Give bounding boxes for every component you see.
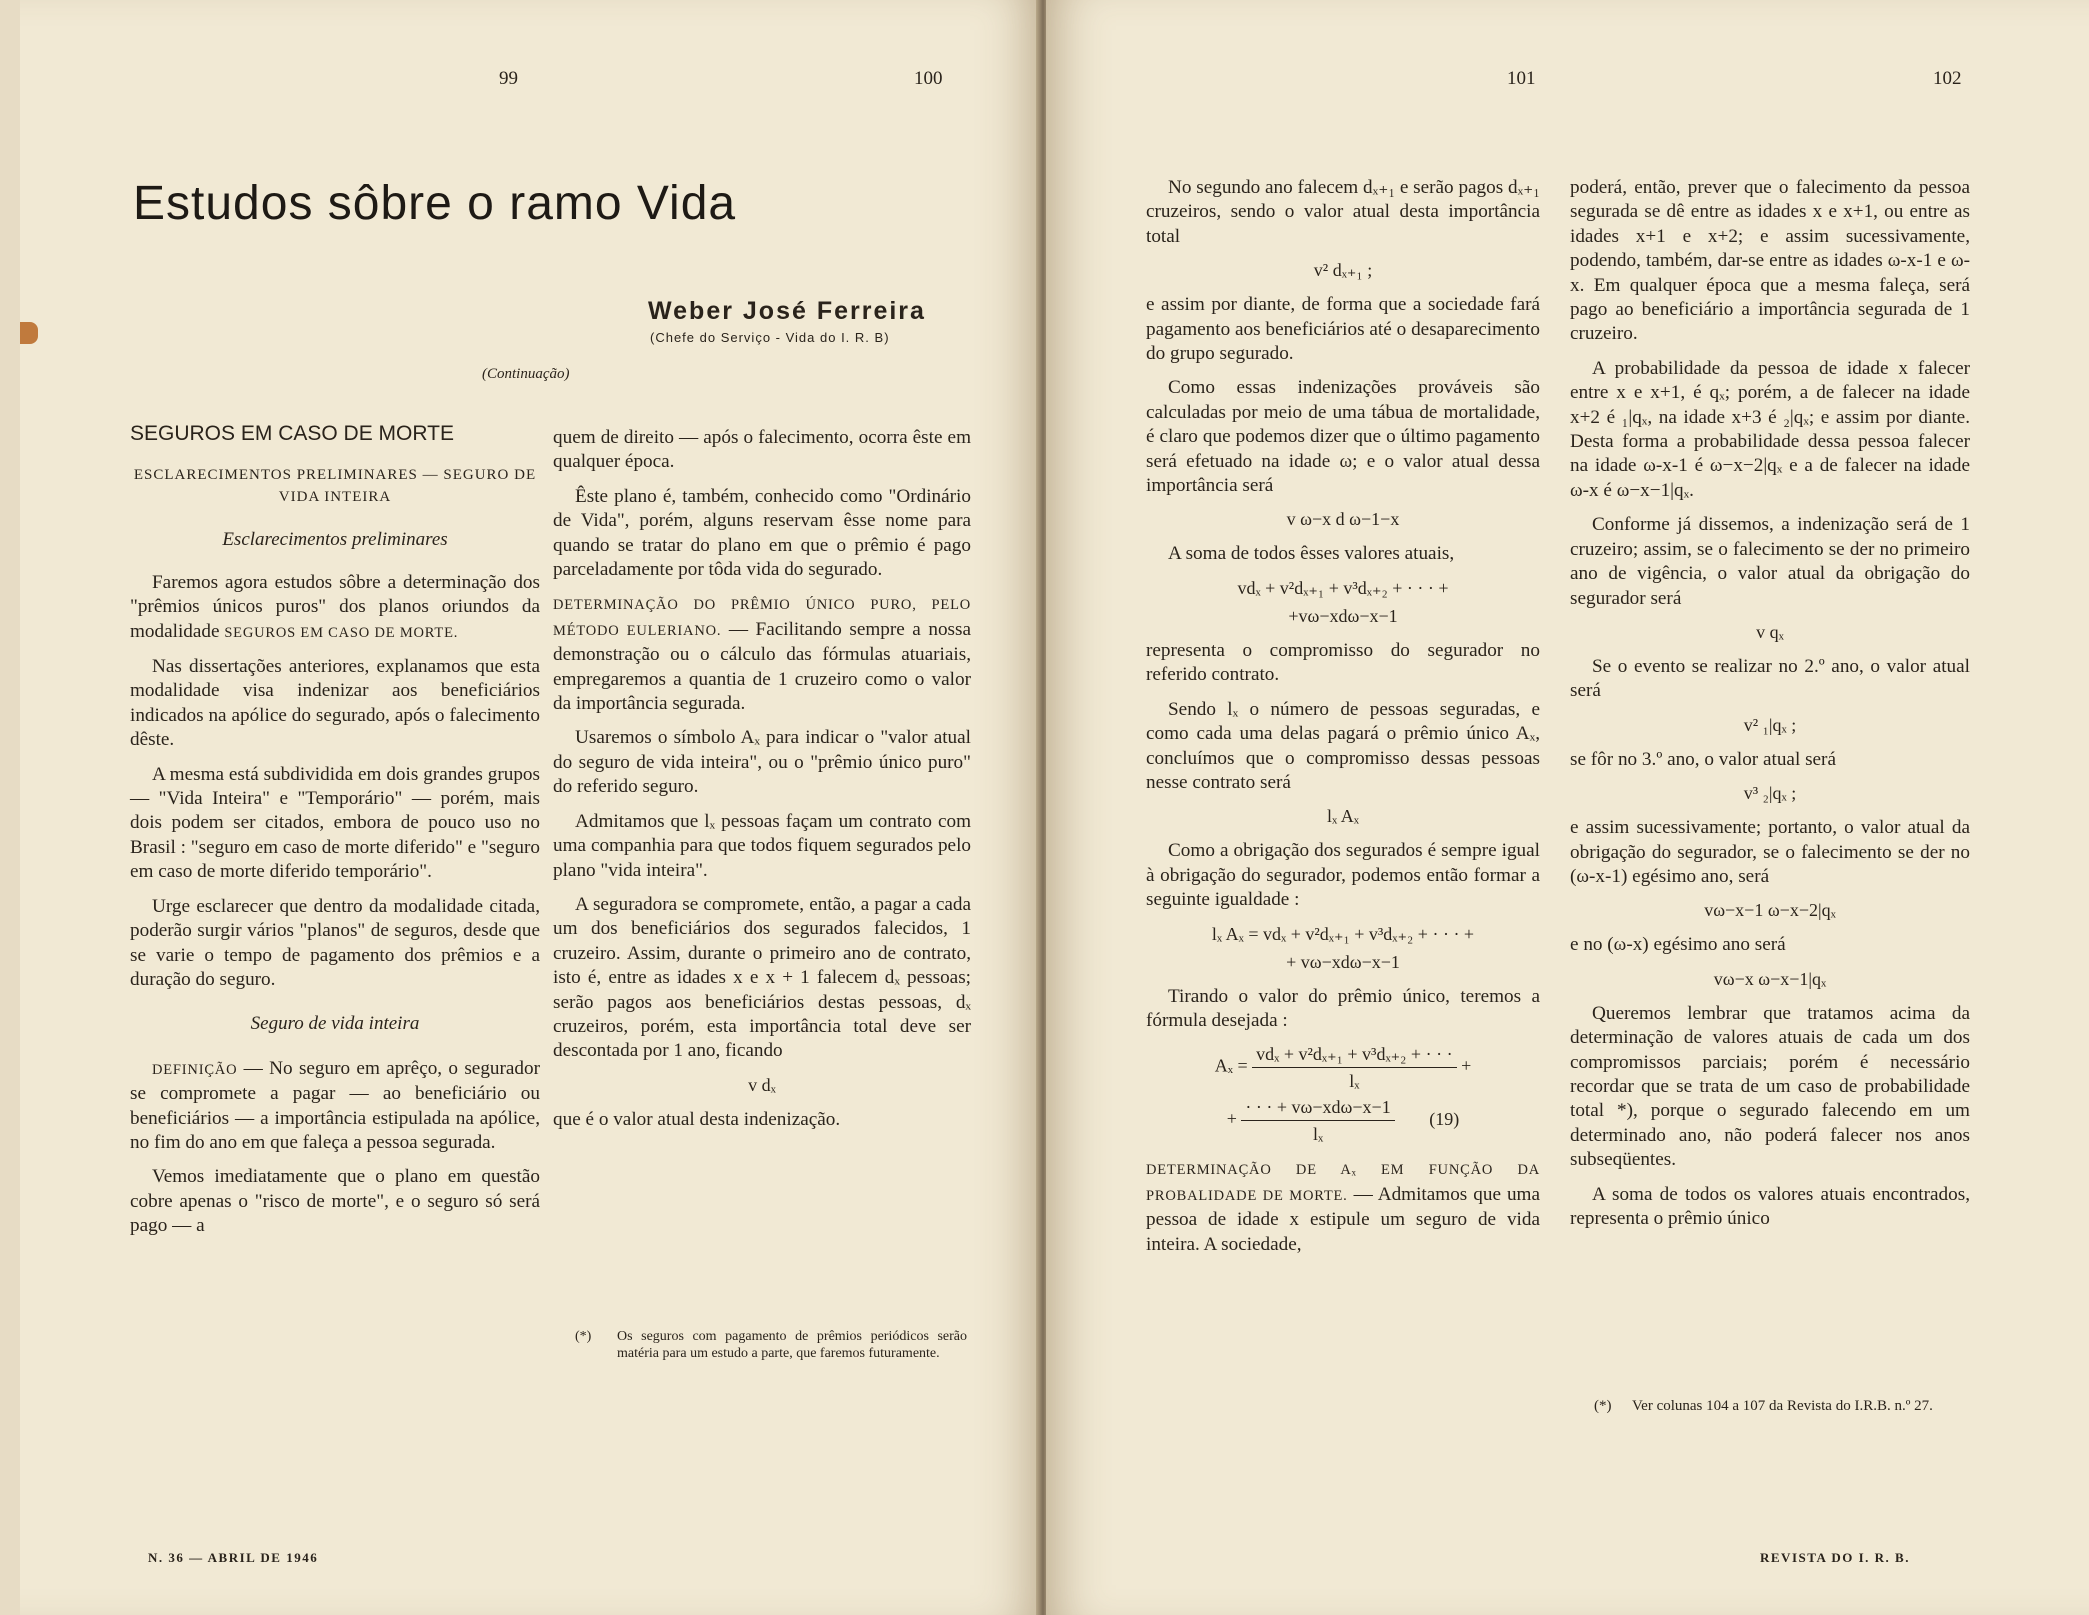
paragraph: A seguradora se compromete, então, a pagar a cada um dos beneficiários dos segurados falecidos, 1 cruzeiro. Assim, durante o primeiro ano de contrato, isto é, entre as idades x e x + 1 falecem dₓ pessoas; serão pagos aos beneficiários destas pessoas, dₓ cruzeiros, porém, esta importância total deve ser descontada por 1 ano, ficando: [553, 893, 971, 1062]
page-number: 101: [1507, 68, 1536, 89]
paragraph-text: — Facilitando sempre a nossa demonstração ou o cálculo das fórmulas atuariais, empregaremos a quantia de 1 cruzeiro como o valor da importância segurada.: [553, 618, 971, 715]
paragraph-text: — No seguro em aprêço, o segurador se compromete a pagar — ao beneficiário ou beneficiários — a importância estipulada na apólice, no fim do ano em que faleça a pessoa segurada.: [130, 1057, 540, 1153]
paragraph: Conforme já dissemos, a indenização será de 1 cruzeiro; assim, se o falecimento se der no primeiro ano de vigência, o valor atual da obrigação do segurador será: [1570, 514, 1970, 609]
paragraph: Sendo lₓ o número de pessoas seguradas, e como cada uma delas pagará o prêmio único Aₓ, concluímos que o compromisso dessas pessoas nesse contrato será: [1146, 698, 1540, 793]
page-number: 100: [914, 68, 943, 89]
paragraph: e assim sucessivamente; portanto, o valor atual da obrigação do segurador, se o falecimento se der no (ω-x-1) egésimo ano, será: [1570, 817, 1970, 887]
right-page: [1046, 0, 2089, 1615]
paragraph: Admitamos que lₓ pessoas façam um contrato com uma companhia para que todos fiquem segurados pelo plano "vida inteira".: [553, 810, 971, 881]
footnote: [1594, 1398, 1964, 1415]
footnote-text: Ver colunas 104 a 107 da Revista do I.R.B. n.º 27.: [1632, 1398, 1933, 1414]
fraction-denominator: lₓ: [1349, 1071, 1360, 1092]
paragraph: Urge esclarecer que dentro da modalidade citada, poderão surgir vários "planos" de seguros, desde que se varie o tempo de pagamento dos prêmios e a duração do seguro.: [130, 895, 540, 990]
formula: vdₓ + v²dₓ₊₁ + v³dₓ₊₂ + · · · +: [1237, 577, 1449, 598]
fraction: [1252, 1043, 1456, 1092]
paragraph: Queremos lembrar que tratamos acima da determinação de valores atuais de cada um dos compromissos parciais; porém é necessário recordar que se trata de um caso de probabilidade total *), porque o segurado falecendo em um determinado ano, não poderá falecer nos anos subseqüentes.: [1570, 1002, 1970, 1171]
fraction: [1241, 1096, 1394, 1145]
paragraph: A probabilidade da pessoa de idade x falecer entre x e x+1, é qₓ; porém, a de falecer na idade x+2 é ₁|qₓ, na idade x+3 é ₂|qₓ; e assim por diante. Desta forma a probabilidade dessa pessoa falecer na idade ω-x-1 é ω−x−2|qₓ e a de falecer na idade ω-x é ω−x−1|qₓ.: [1570, 357, 1970, 501]
formula-plus: +: [1461, 1055, 1472, 1076]
paragraph: Nas dissertações anteriores, explanamos que esta modalidade visa indenizar aos beneficiários indicados na apólice do segurado, após o falecimento dêste.: [130, 656, 540, 751]
formula: vω−x ω−x−1|qₓ: [1713, 968, 1827, 989]
formula: v² dₓ₊₁ ;: [1313, 260, 1373, 281]
paragraph: Se o evento se realizar no 2.º ano, o valor atual será: [1570, 655, 1970, 702]
continuation-note: (Continuação): [482, 366, 570, 382]
fraction-numerator: · · · + vω−xdω−x−1: [1241, 1096, 1394, 1121]
fraction-denominator: lₓ: [1312, 1124, 1324, 1145]
section-heading: SEGUROS EM CASO DE MORTE: [130, 422, 454, 445]
paragraph: e assim por diante, de forma que a sociedade fará pagamento aos beneficiários até o desaparecimento do grupo segurado.: [1146, 294, 1540, 365]
paragraph: Tirando o valor do prêmio único, teremos a fórmula desejada :: [1146, 985, 1540, 1031]
formula: lₓ Aₓ = vdₓ + v²dₓ₊₁ + v³dₓ₊₂ + · · · +: [1211, 923, 1475, 944]
small-caps-text: DETERMINAÇÃO DE Aₓ EM FUNÇÃO DA PROBALIDADE DE MORTE.: [1146, 1162, 1540, 1204]
paragraph: Vemos imediatamente que o plano em questão cobre apenas o "risco de morte", e o seguro só será pago — a: [130, 1166, 540, 1237]
subsection-heading: ESCLARECIMENTOS PRELIMINARES — SEGURO DE VIDA INTEIRA: [133, 467, 537, 506]
page-number: 102: [1933, 68, 1962, 89]
paragraph: se fôr no 3.º ano, o valor atual será: [1570, 748, 1836, 770]
paragraph-text: Faremos agora estudos sôbre a determinação dos "prêmios únicos puros" dos planos oriundos da modalidade: [130, 571, 540, 642]
paragraph: Êste plano é, também, conhecido como "Ordinário de Vida", porém, alguns reservam êsse nome para quando se tratar do plano em que o prêmio é pago parceladamente por tôda vida do segurado.: [553, 485, 971, 581]
article-title: Estudos sôbre o ramo Vida: [133, 177, 737, 230]
footnote-mark: (*): [575, 1329, 592, 1344]
formula-19: [1146, 1043, 1540, 1092]
formula: v dₓ: [748, 1074, 776, 1095]
formula: v² ₁|qₓ ;: [1743, 714, 1797, 735]
author-affiliation: (Chefe do Serviço - Vida do I. R. B): [650, 330, 890, 345]
page-number: 99: [499, 68, 518, 89]
formula: + vω−xdω−x−1: [1286, 951, 1400, 972]
sub-heading: Esclarecimentos preliminares: [222, 529, 448, 551]
column-2: [553, 426, 971, 1142]
paragraph-text: — Admitamos que uma pessoa de idade x estipule um seguro de vida inteira. A sociedade,: [1146, 1183, 1540, 1255]
footnote-mark: (*): [1594, 1398, 1612, 1414]
author-name: Weber José Ferreira: [648, 297, 926, 325]
paragraph: que é o valor atual desta indenização.: [553, 1108, 841, 1130]
footer-issue: N. 36 — ABRIL DE 1946: [148, 1550, 319, 1565]
formula: +vω−xdω−x−1: [1288, 605, 1398, 626]
formula: lₓ Aₓ: [1327, 806, 1359, 827]
paragraph: [130, 571, 540, 645]
paragraph: e no (ω-x) egésimo ano será: [1570, 934, 1786, 956]
footnote-text: Os seguros com pagamento de prêmios periódicos serão matéria para um estudo a parte, que faremos futuramente.: [617, 1329, 967, 1361]
formula-plus: +: [1226, 1108, 1237, 1129]
paragraph: representa o compromisso do segurador no referido contrato.: [1146, 639, 1540, 686]
left-page: [20, 0, 1040, 1615]
paragraph: A soma de todos os valores atuais encontrados, representa o prêmio único: [1570, 1183, 1970, 1229]
column-4: [1570, 176, 1970, 1241]
formula: v qₓ: [1756, 621, 1784, 642]
paragraph: [1146, 1157, 1540, 1257]
paragraph: A soma de todos êsses valores atuais,: [1168, 543, 1455, 565]
paragraph: quem de direito — após o falecimento, ocorra êste em qualquer época.: [553, 427, 971, 473]
paragraph: [553, 592, 971, 716]
footnote: [575, 1328, 967, 1362]
formula-lhs: Aₓ =: [1214, 1055, 1248, 1076]
formula: v ω−x d ω−1−x: [1286, 509, 1400, 530]
paragraph: Usaremos o símbolo Aₓ para indicar o "valor atual do seguro de vida inteira", ou o "prêmio único puro" do referido seguro.: [553, 727, 971, 798]
paragraph: Como a obrigação dos segurados é sempre igual à obrigação do segurador, podemos então formar a seguinte igualdade :: [1146, 840, 1540, 911]
small-caps-text: DETERMINAÇÃO DO PRÊMIO ÚNICO PURO, PELO MÉTODO EULERIANO.: [553, 597, 971, 639]
formula: vω−x−1 ω−x−2|qₓ: [1704, 900, 1836, 921]
equation-number: (19): [1429, 1108, 1460, 1129]
paragraph: poderá, então, prever que o falecimento da pessoa segurada se dê entre as idades x e x+1, ou entre as idades x+1 e x+2; e assim sucessivamente, podendo, também, dar-se entre as idades ω-x-1 e ω-x. Em qualquer época que a mesma faleça, será pago ao beneficiário a importância segurada de 1 cruzeiro.: [1570, 177, 1970, 345]
page-tab-marker: [20, 322, 38, 344]
small-caps-text: SEGUROS EM CASO DE MORTE.: [224, 624, 459, 641]
paragraph: A mesma está subdividida em dois grandes grupos — "Vida Inteira" e "Temporário" — porém, mais dois podem ser citados, embora de pouco uso no Brasil : "seguro em caso de morte diferido" e "seguro em caso de morte diferido temporário".: [130, 763, 540, 883]
footer-journal: REVISTA DO I. R. B.: [1760, 1550, 1910, 1565]
formula-19-cont: [1146, 1096, 1540, 1145]
column-1: [130, 422, 540, 1249]
fraction-numerator: vdₓ + v²dₓ₊₁ + v³dₓ₊₂ + · · ·: [1252, 1043, 1456, 1068]
paragraph: No segundo ano falecem dₓ₊₁ e serão pagos dₓ₊₁ cruzeiros, sendo o valor atual desta importância total: [1146, 177, 1540, 247]
sub-heading: Seguro de vida inteira: [250, 1013, 420, 1035]
small-caps-text: DEFINIÇÃO: [152, 1061, 238, 1078]
column-3: [1146, 176, 1540, 1267]
paragraph: [130, 1057, 540, 1156]
paragraph: Como essas indenizações prováveis são calculadas por meio de uma tábua de mortalidade, é claro que podemos dizer que o último pagamento será efetuado na idade ω; e o valor atual dessa importância será: [1146, 377, 1540, 497]
formula: v³ ₂|qₓ ;: [1743, 783, 1797, 804]
